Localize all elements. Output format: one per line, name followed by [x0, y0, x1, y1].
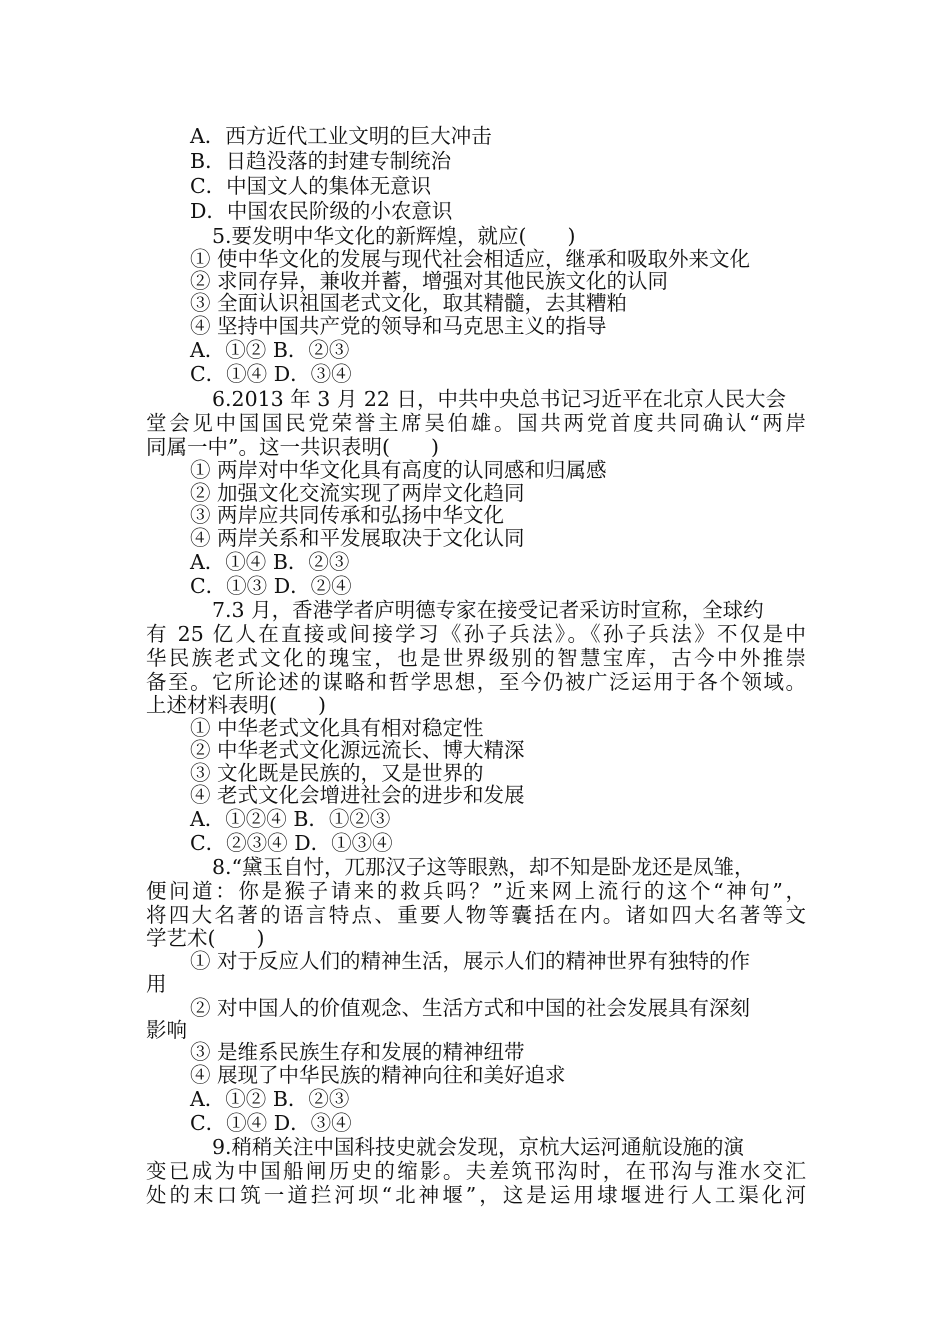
q6-item-1: ① 两岸对中华文化具有高度的认同感和归属感: [190, 458, 607, 482]
q8-stem-line-3: 将四大名著的语言特点、重要人物等囊括在内。诸如四大名著等文: [146, 903, 806, 927]
q4-option-c: C．中国文人的集体无意识: [190, 174, 432, 198]
q7-item-4: ④ 老式文化会增进社会的进步和发展: [190, 783, 525, 807]
q6-item-2: ② 加强文化交流实现了两岸文化趋同: [190, 481, 525, 505]
q5-options-ab: A．①② B．②③: [190, 338, 350, 362]
q9-stem-line-3: 处的末口筑一道拦河坝“北神堰”，这是运用埭堰进行人工渠化河: [146, 1183, 806, 1207]
q8-item-1-line-2: 用: [146, 972, 167, 996]
q6-stem-line-1: 6.2013 年 3 月 22 日，中共中央总书记习近平在北京人民大会: [212, 387, 786, 411]
q4-option-a: A．西方近代工业文明的巨大冲击: [190, 124, 492, 148]
q8-options-ab: A．①② B．②③: [190, 1087, 350, 1111]
q7-item-1: ① 中华老式文化具有相对稳定性: [190, 716, 484, 740]
q8-item-2-line-1: ② 对中国人的价值观念、生活方式和中国的社会发展具有深刻: [190, 996, 751, 1020]
q6-options-ab: A．①④ B．②③: [190, 550, 350, 574]
q8-item-3: ③ 是维系民族生存和发展的精神纽带: [190, 1040, 525, 1064]
q9-stem-line-1: 9.稍稍关注中国科技史就会发现，京杭大运河通航设施的演: [212, 1135, 745, 1159]
q7-stem-line-3: 华民族老式文化的瑰宝，也是世界级别的智慧宝库，古今中外推崇: [146, 646, 806, 670]
q6-options-cd: C．①③ D．②④: [190, 574, 352, 598]
q7-stem-line-2: 有 25 亿人在直接或间接学习《孙子兵法》。《孙子兵法》不仅是中: [146, 622, 806, 646]
q8-item-4: ④ 展现了中华民族的精神向往和美好追求: [190, 1063, 566, 1087]
q8-stem-line-4: 学艺术( ): [146, 926, 265, 950]
q6-stem-line-3: 同属一中”。这一共识表明( ): [146, 435, 439, 459]
q6-item-3: ③ 两岸应共同传承和弘扬中华文化: [190, 503, 505, 527]
q8-stem-line-2: 便问道：你是猴子请来的救兵吗？”近来网上流行的这个“神句”，: [146, 879, 806, 903]
q5-item-1: ① 使中华文化的发展与现代社会相适应，继承和吸取外来文化: [190, 247, 751, 271]
q4-option-d: D．中国农民阶级的小农意识: [190, 199, 453, 223]
q8-stem-line-1: 8.“黛玉自忖，兀那汉子这等眼熟，却不知是卧龙还是凤雏，: [212, 855, 755, 879]
q8-item-1-line-1: ① 对于反应人们的精神生活，展示人们的精神世界有独特的作: [190, 949, 751, 973]
q8-item-2-line-2: 影响: [146, 1018, 187, 1042]
q8-options-cd: C．①④ D．③④: [190, 1111, 352, 1135]
q5-stem: 5.要发明中华文化的新辉煌，就应( ): [212, 224, 576, 248]
q5-item-2: ② 求同存异，兼收并蓄，增强对其他民族文化的认同: [190, 269, 669, 293]
q7-item-3: ③ 文化既是民族的，又是世界的: [190, 761, 484, 785]
q7-item-2: ② 中华老式文化源远流长、博大精深: [190, 738, 525, 762]
q5-options-cd: C．①④ D．③④: [190, 362, 352, 386]
q7-stem-line-1: 7.3 月，香港学者庐明德专家在接受记者采访时宣称，全球约: [212, 598, 764, 622]
q5-item-4: ④ 坚持中国共产党的领导和马克思主义的指导: [190, 314, 607, 338]
q6-item-4: ④ 两岸关系和平发展取决于文化认同: [190, 526, 525, 550]
q7-stem-line-4: 备至。它所论述的谋略和哲学思想，至今仍被广泛运用于各个领域。: [146, 670, 806, 694]
q9-stem-line-2: 变已成为中国船闸历史的缩影。夫差筑邗沟时，在邗沟与淮水交汇: [146, 1159, 806, 1183]
q4-option-b: B．日趋没落的封建专制统治: [190, 149, 452, 173]
q5-item-3: ③ 全面认识祖国老式文化，取其精髓，去其糟粕: [190, 291, 628, 315]
q7-options-cd: C．②③④ D．①③④: [190, 831, 393, 855]
q6-stem-line-2: 堂会见中国国民党荣誉主席吴伯雄。国共两党首度共同确认“两岸: [146, 411, 806, 435]
q7-options-ab: A．①②④ B．①②③: [190, 807, 391, 831]
q7-stem-line-5: 上述材料表明( ): [146, 693, 326, 717]
